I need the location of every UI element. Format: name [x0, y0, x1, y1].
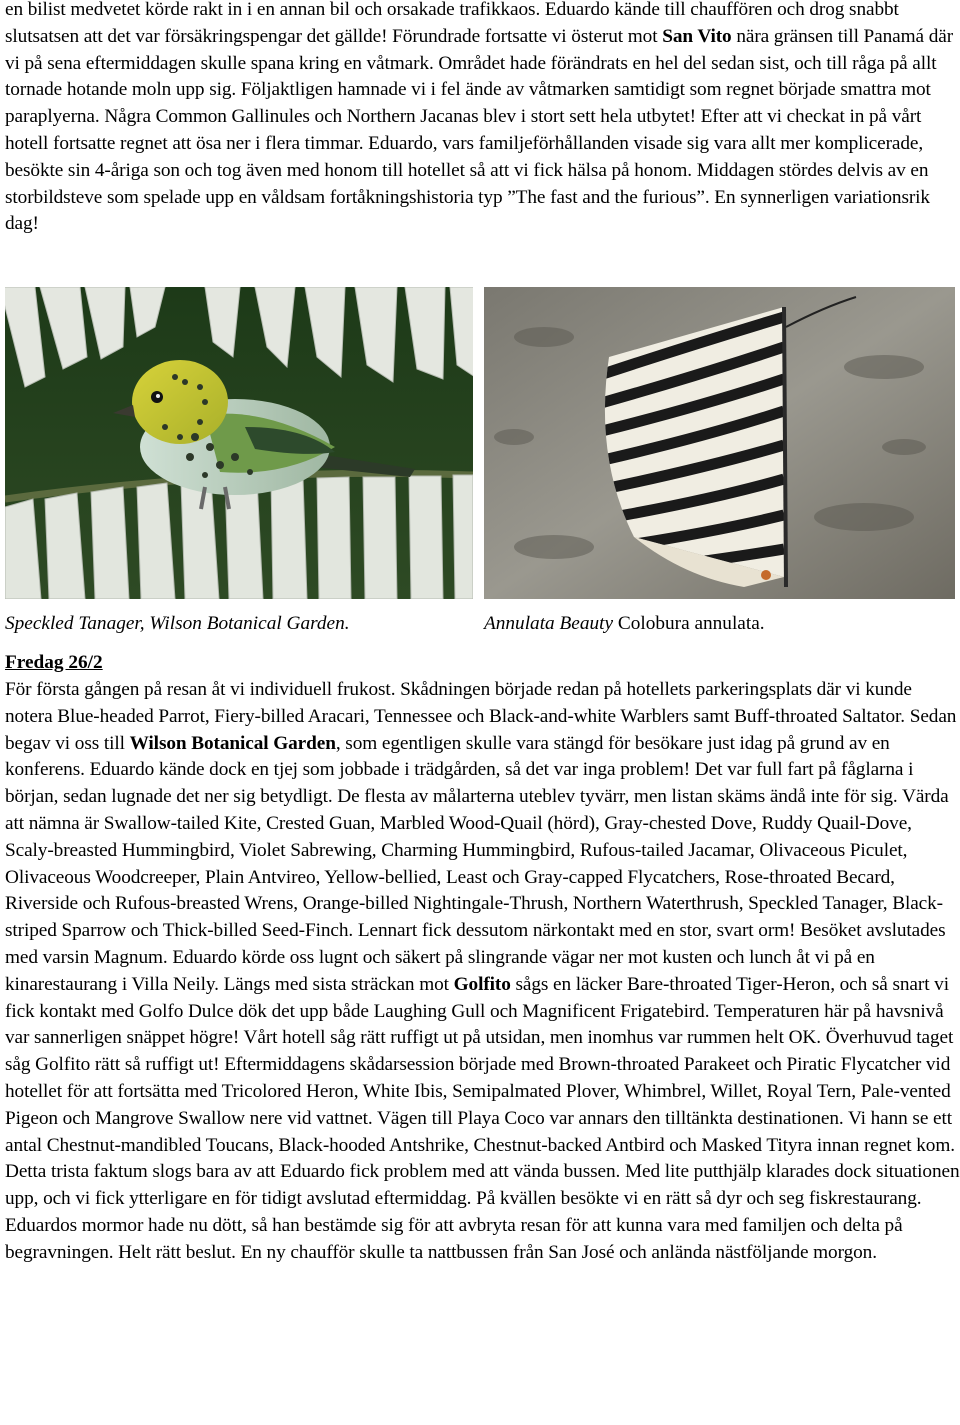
paragraph-friday-text-3: sågs en läcker Bare-throated Tiger-Heron, och så snart vi fick kontakt med Golfo Dulce dök det upp både Laughing Gull och Magnificent Frigatebird. Temperaturen här på havsnivå var sannerligen snäppet högre! Vårt hotell såg rätt ruffigt ut på utsidan, men inomhus var rummen helt OK. Överhuvud taget såg Golfito rätt så ruffigt ut! Eftermiddagens skådarsession började med Brown-throated Parakeet och Piratic Flycatcher vid hotellet för att fortsätta med Tricolored Heron, White Ibis, Semipalmated Plover, Whimbrel, Willet, Royal Tern, Pale-vented Pigeon och Mangrove Swallow nere vid vattnet. Vägen till Playa Coco var annars den tilltänkta destinationen. Vi hann se ett antal Chestnut-mandibled Toucans, Black-hooded Antshrike, Chestnut-backed Antbird och Masked Tityra innan regnet kom. Detta trista faktum slogs bara av att Eduardo fick problem med att vända bussen. Med lite putthjälp klarades dock situationen upp, och vi fick ytterligare en för tidigt avslutad eftermiddag. På kvällen besökte vi en rätt så dyr och seg fiskrestaurang. Eduardos mormor hade nu dött, så han bestämde sig för att avbryta resan för att kunna vara med familjen och delta på begravningen. Helt rätt beslut. En ny chaufför skulle ta nattbussen från San José och anlända nästföljande morgon.	[5, 973, 960, 1263]
place-san-vito: San Vito	[662, 25, 732, 47]
place-golfito: Golfito	[453, 973, 511, 995]
paragraph-friday-text-2: , som egentligen skulle vara stängd för besökare just idag på grund av en konferens. Eduardo kände dock en tjej som jobbade i trädgården, så det var inga problem! Det var full fart på fåglarna i början, sedan lugnade det ner sig betydligt. De flesta av målarterna uteblev tyvärr, men listan skäms ändå inte för sig. Värda att nämna är Swallow-tailed Kite, Crested Guan, Marbled Wood-Quail (hörd), Gray-chested Dove, Ruddy Quail-Dove, Scaly-breasted Hummingbird, Violet Sabrewing, Charming Hummingbird, Rufous-tailed Jacamar, Olivaceous Piculet, Olivaceous Woodcreeper, Plain Antvireo, Yellow-bellied, Least och Gray-capped Flycatchers, Rose-throated Becard, Riverside och Rufous-breasted Wrens, Orange-billed Nightingale-Thrush, Northern Waterthrush, Speckled Tanager, Black-striped Sparrow och Thick-billed Seed-Finch. Lennart fick dessutom närkontakt med en stor, svart orm! Besöket avslutades med varsin Magnum. Eduardo körde oss lugnt och säkert på slingrande vägar ner mot kusten och lunch åt vi på en kinarestaurang i Villa Neily. Längs med sista sträckan mot	[5, 732, 949, 995]
paragraph-friday	[5, 677, 960, 1267]
caption-speckled-tanager	[5, 612, 473, 636]
figure-speckled-tanager	[5, 287, 473, 636]
annulata-beauty-photo	[484, 287, 955, 599]
speckled-tanager-photo	[5, 287, 473, 599]
figure-annulata-beauty	[484, 287, 955, 636]
figure-row	[5, 287, 955, 634]
paragraph-intro-text-2: nära gränsen till Panamá där vi på sena eftermiddagen skulle spana kring en våtmark. Området hade förändrats en hel del sedan sist, och till råga på allt tornade hotande moln upp sig. Följaktligen hamnade vi i fel ände av våtmarken samtidigt som regnet började smattra mot paraplyerna. Några Common Gallinules och Northern Jacanas blev i stort sett hela utbytet! Efter att vi checkat in på vårt hotell fortsatte regnet att ösa ner i flera timmar. Eduardo, vars familjeförhållanden visade sig vara allt mer komplicerade, besökte sin 4-åriga son och tog även med honom till hotellet så att vi fick hälsa på honom. Middagen stördes delvis av en storbildsteve som spelade upp en våldsam fortåkningshistoria typ ”The fast and the furious”. En synnerligen variationsrik dag!	[5, 25, 954, 235]
caption-left-text: Speckled Tanager, Wilson Botanical Garden.	[5, 613, 350, 634]
caption-right-italic: Annulata Beauty	[484, 613, 614, 634]
section-heading: Fredag 26/2	[5, 652, 103, 673]
caption-annulata-beauty	[484, 612, 955, 636]
paragraph-intro-text-1: en bilist medvetet körde rakt in i en annan bil och orsakade trafikkaos. Eduardo kände till chauffören och drog snabbt slutsatsen att det var försäkringspengar det gällde! Förundrade fortsatte vi österut mot	[5, 0, 899, 47]
paragraph-intro	[5, 0, 955, 238]
place-wilson-botanical-garden: Wilson Botanical Garden	[129, 732, 336, 754]
caption-right-rest: Colobura annulata.	[613, 613, 765, 634]
paragraph-friday-text-1: För första gången på resan åt vi individuell frukost. Skådningen började redan på hotellets parkeringsplats där vi kunde notera Blue-headed Parrot, Fiery-billed Aracari, Tennessee och Black-and-white Warblers samt Buff-throated Saltator. Sedan begav vi oss till	[5, 679, 957, 754]
